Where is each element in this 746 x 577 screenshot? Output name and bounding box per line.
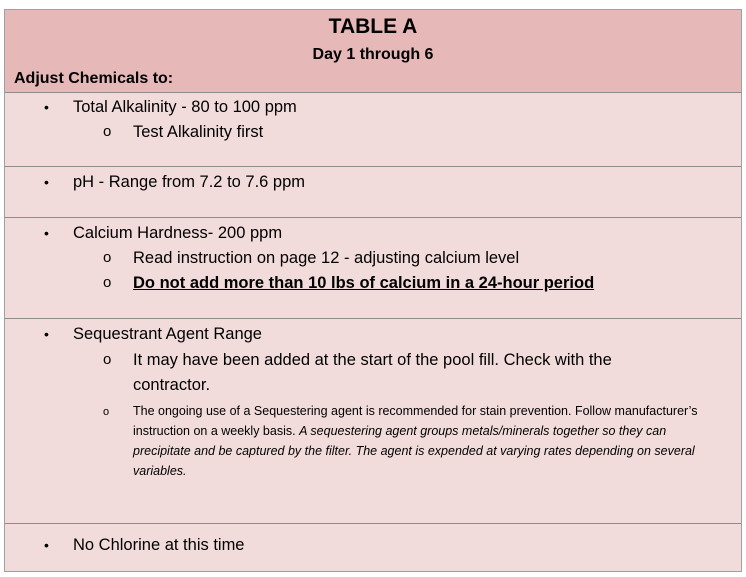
- table-row-total-alkalinity: [5, 92, 741, 167]
- sub-bullet-icon: o: [103, 123, 112, 140]
- item-total-alkalinity: Total Alkalinity - 80 to 100 ppm: [73, 98, 297, 116]
- table-row-calcium-hardness: [5, 218, 741, 319]
- sub-bullet-icon: o: [103, 249, 112, 266]
- item-no-chlorine: No Chlorine at this time: [73, 536, 245, 554]
- subitem-added-at-start: It may have been added at the start of the pool fill. Check with the contractor.: [133, 351, 612, 394]
- sub-bullet-icon: o: [103, 274, 112, 291]
- adjust-chemicals-label: Adjust Chemicals to:: [14, 70, 174, 87]
- subitem-read-instruction: Read instruction on page 12 - adjusting calcium level: [133, 249, 520, 267]
- table-row-ph: [5, 167, 741, 218]
- sequestering-italic-text: A sequestering agent groups metals/minerals together so they can precipitate and be captured by the filter. The agent is expended at varying rates depending on several variables.: [133, 424, 695, 478]
- bullet-icon: •: [44, 99, 49, 115]
- table-subtitle: Day 1 through 6: [312, 46, 434, 63]
- bullet-icon: •: [44, 225, 49, 241]
- bullet-icon: •: [44, 326, 49, 342]
- subitem-sequestering-info: [133, 401, 723, 481]
- subitem-test-alkalinity: Test Alkalinity first: [133, 123, 264, 141]
- sub-bullet-icon: o: [103, 351, 112, 368]
- item-calcium-hardness: Calcium Hardness- 200 ppm: [73, 224, 283, 242]
- bullet-icon: •: [44, 174, 49, 190]
- table-a: [4, 9, 742, 572]
- sub-bullet-icon: o: [103, 406, 110, 418]
- table-header: [5, 10, 741, 93]
- sequestering-plain-text: The ongoing use of a Sequestering agent is recommended for stain prevention. Follow manufacturer’s instruction on a weekly basis.: [133, 404, 698, 438]
- table-row-no-chlorine: [5, 524, 741, 571]
- item-ph-range: pH - Range from 7.2 to 7.6 ppm: [73, 173, 306, 191]
- bullet-icon: •: [44, 537, 49, 553]
- table-title: TABLE A: [328, 15, 418, 38]
- subitem-calcium-warning: Do not add more than 10 lbs of calcium in a 24-hour period: [133, 274, 595, 292]
- item-sequestrant-agent: Sequestrant Agent Range: [73, 325, 262, 343]
- table-row-sequestrant: [5, 319, 741, 524]
